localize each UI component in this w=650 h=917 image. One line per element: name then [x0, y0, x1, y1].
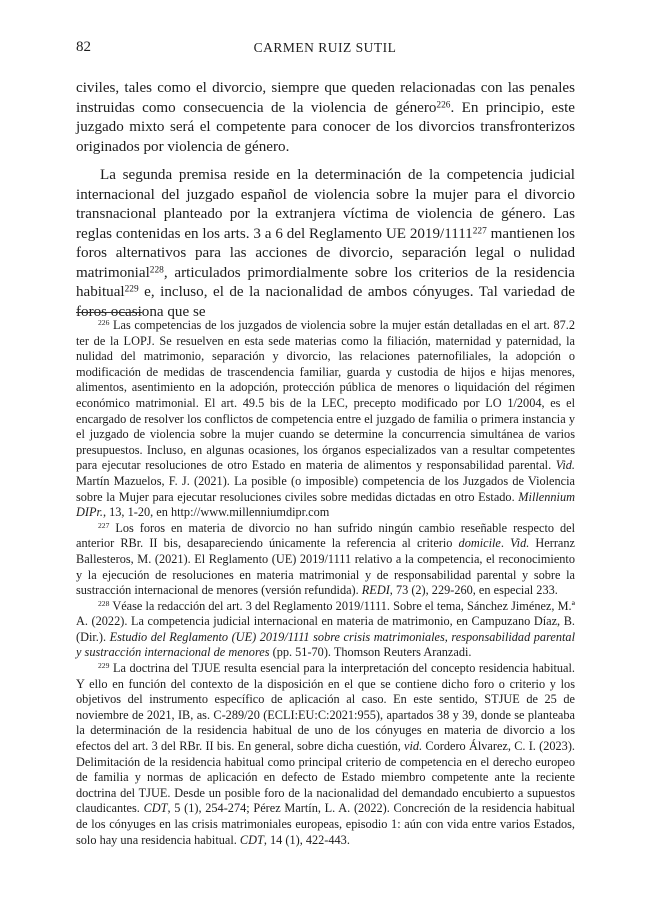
- body-text: [76, 79, 575, 322]
- running-title: CARMEN RUIZ SUTIL: [253, 40, 397, 55]
- page-header: [76, 39, 574, 59]
- footnote-number: 226: [98, 318, 110, 328]
- page-number: 82: [76, 39, 91, 55]
- footnote-ref-226[interactable]: 226: [436, 99, 451, 110]
- footnote-number: 229: [98, 661, 110, 671]
- footnote-228: $^{228}$ Véase la redacción del art. 3 del Reglamento 2019/1111. Sobre el tema, Sánchez Jiménez, M.ª A. (2022). La competencia judicial internacional en materia de matrimonio, en Campuzano Díaz, B. (Dir.). Estudio del Reglamento (UE) 2019/1111 sobre crisis matrimoniales, responsabilidad parental y sustracción internacional de menores (pp. 51-70). Thomson Reuters Aranzadi.: [76, 598, 575, 660]
- footnote-229: $^{229}$ La doctrina del TJUE resulta esencial para la interpretación del concepto residencia habitual. Y ello en función del contexto de la disposición en el que se contiene dicho foro o criterio y los objetivos del instrumento específico de aplicación al caso. En este sentido, STJUE de 25 de noviembre de 2021, IB, as. C-289/20 (ECLI:EU:C:2021:955), apartados 38 y 39, donde se planteaba la determinación de la residencia habitual de uno de los cónyuges en materia de divorcio a los efectos del art. 3 del RBr. II bis. En general, sobre dicha cuestión, vid. Cordero Álvarez, C. I. (2023). Delimitación de la residencia habitual como principal criterio de competencia en el derecho europeo de familia y normas de aplicación en defecto de Estado miembro competente ante la reciente doctrina del TJUE. Desde un posible foro de la nacionalidad del demandado encubierto a supuestos claudicantes. CDT, 5 (1), 254-274; Pérez Martín, L. A. (2022). Concreción de la residencia habitual de los cónyuges en las crisis matrimoniales europeas, episodio 1: aún con vida entre varios Estados, solo hay una residencia habitual. CDT, 14 (1), 422-443.: [76, 661, 576, 847]
- footnote-separator: [76, 312, 142, 313]
- footnote-226: $^{226}$ Las competencias de los juzgados de violencia sobre la mujer están detalladas en el art. 87.2 ter de la LOPJ. Se resuelven en esta sede materias como la filiación, maternidad y paternidad, la nulidad del matrimonio, separación y divorcio, las relaciones paternofiliales, la adopción o modificación de medidas de trascendencia familiar, guarda y custodia de hijos e hijas menores, alimentos, asentimiento en la adopción, protección pública de menores o liquidación del régimen económico matrimonial. El art. 49.5 bis de la LEC, precepto modificado por LO 1/2004, es el encargado de resolver los conflictos de competencia entre el juzgado de familia o primera instancia y el juzgado de violencia sobre la mujer cuando se determine la concurrencia simultánea de varios presupuestos. Incluso, en algunas ocasiones, los órganos especializados van a resultar competentes para ejecutar resoluciones de otro Estado en materia de alimentos y responsabilidad parental. Vid. Martín Mazuelos, F. J. (2021). La posible (o imposible) competencia de los Juzgados de Violencia sobre la Mujer para ejecutar resoluciones civiles sobre medidas dictadas en otro Estado. Millennium DIPr., 13, 1-20, en http://www.millenniumdipr.com: [76, 318, 576, 520]
- paragraph-2: La segunda premisa reside en la determinación de la competencia judicial internacional del juzgado español de violencia sobre la mujer para el divorcio transnacional planteado por la extranjera víctima de violencia de género. Las reglas contenidas en los arts. 3 a 6 del Reglamento UE 2019/1111$^{227}$ mantienen los foros alternativos para las acciones de divorcio, separación legal o nulidad matrimonial$^{228}$, articulados primordialmente sobre los criterios de la residencia habitual$^{229}$ e, incluso, el de la nacionalidad de ambos cónyuges. Tal variedad de foros ocasiona que se: [76, 167, 575, 320]
- footnote-ref-228[interactable]: 228: [149, 264, 164, 275]
- footnote-ref-227[interactable]: 227: [472, 225, 487, 236]
- footnote-number: 228: [98, 598, 110, 608]
- footnote-number: 227: [98, 520, 110, 530]
- footnote-227: $^{227}$ Los foros en materia de divorcio no han sufrido ningún cambio reseñable respecto del anterior RBr. II bis, desapareciendo únicamente la referencia al criterio domicile. Vid. Herranz Ballesteros, M. (2021). El Reglamento (UE) 2019/1111 relativo a la competencia, el reconocimiento y la ejecución de resoluciones en materia matrimonial y de responsabilidad parental y sobre la sustracción internacional de menores (versión refundida). REDI, 73 (2), 229-260, en especial 233.: [76, 520, 576, 598]
- paragraph-1: civiles, tales como el divorcio, siempre que queden relacionadas con las penales instruidas como consecuencia de la violencia de género$^{226}$. En principio, este juzgado mixto será el competente para conocer de los divorcios transfronterizos originados por violencia de género.: [76, 80, 575, 155]
- footnote-ref-229[interactable]: 229: [124, 284, 139, 295]
- footnotes: [76, 318, 575, 848]
